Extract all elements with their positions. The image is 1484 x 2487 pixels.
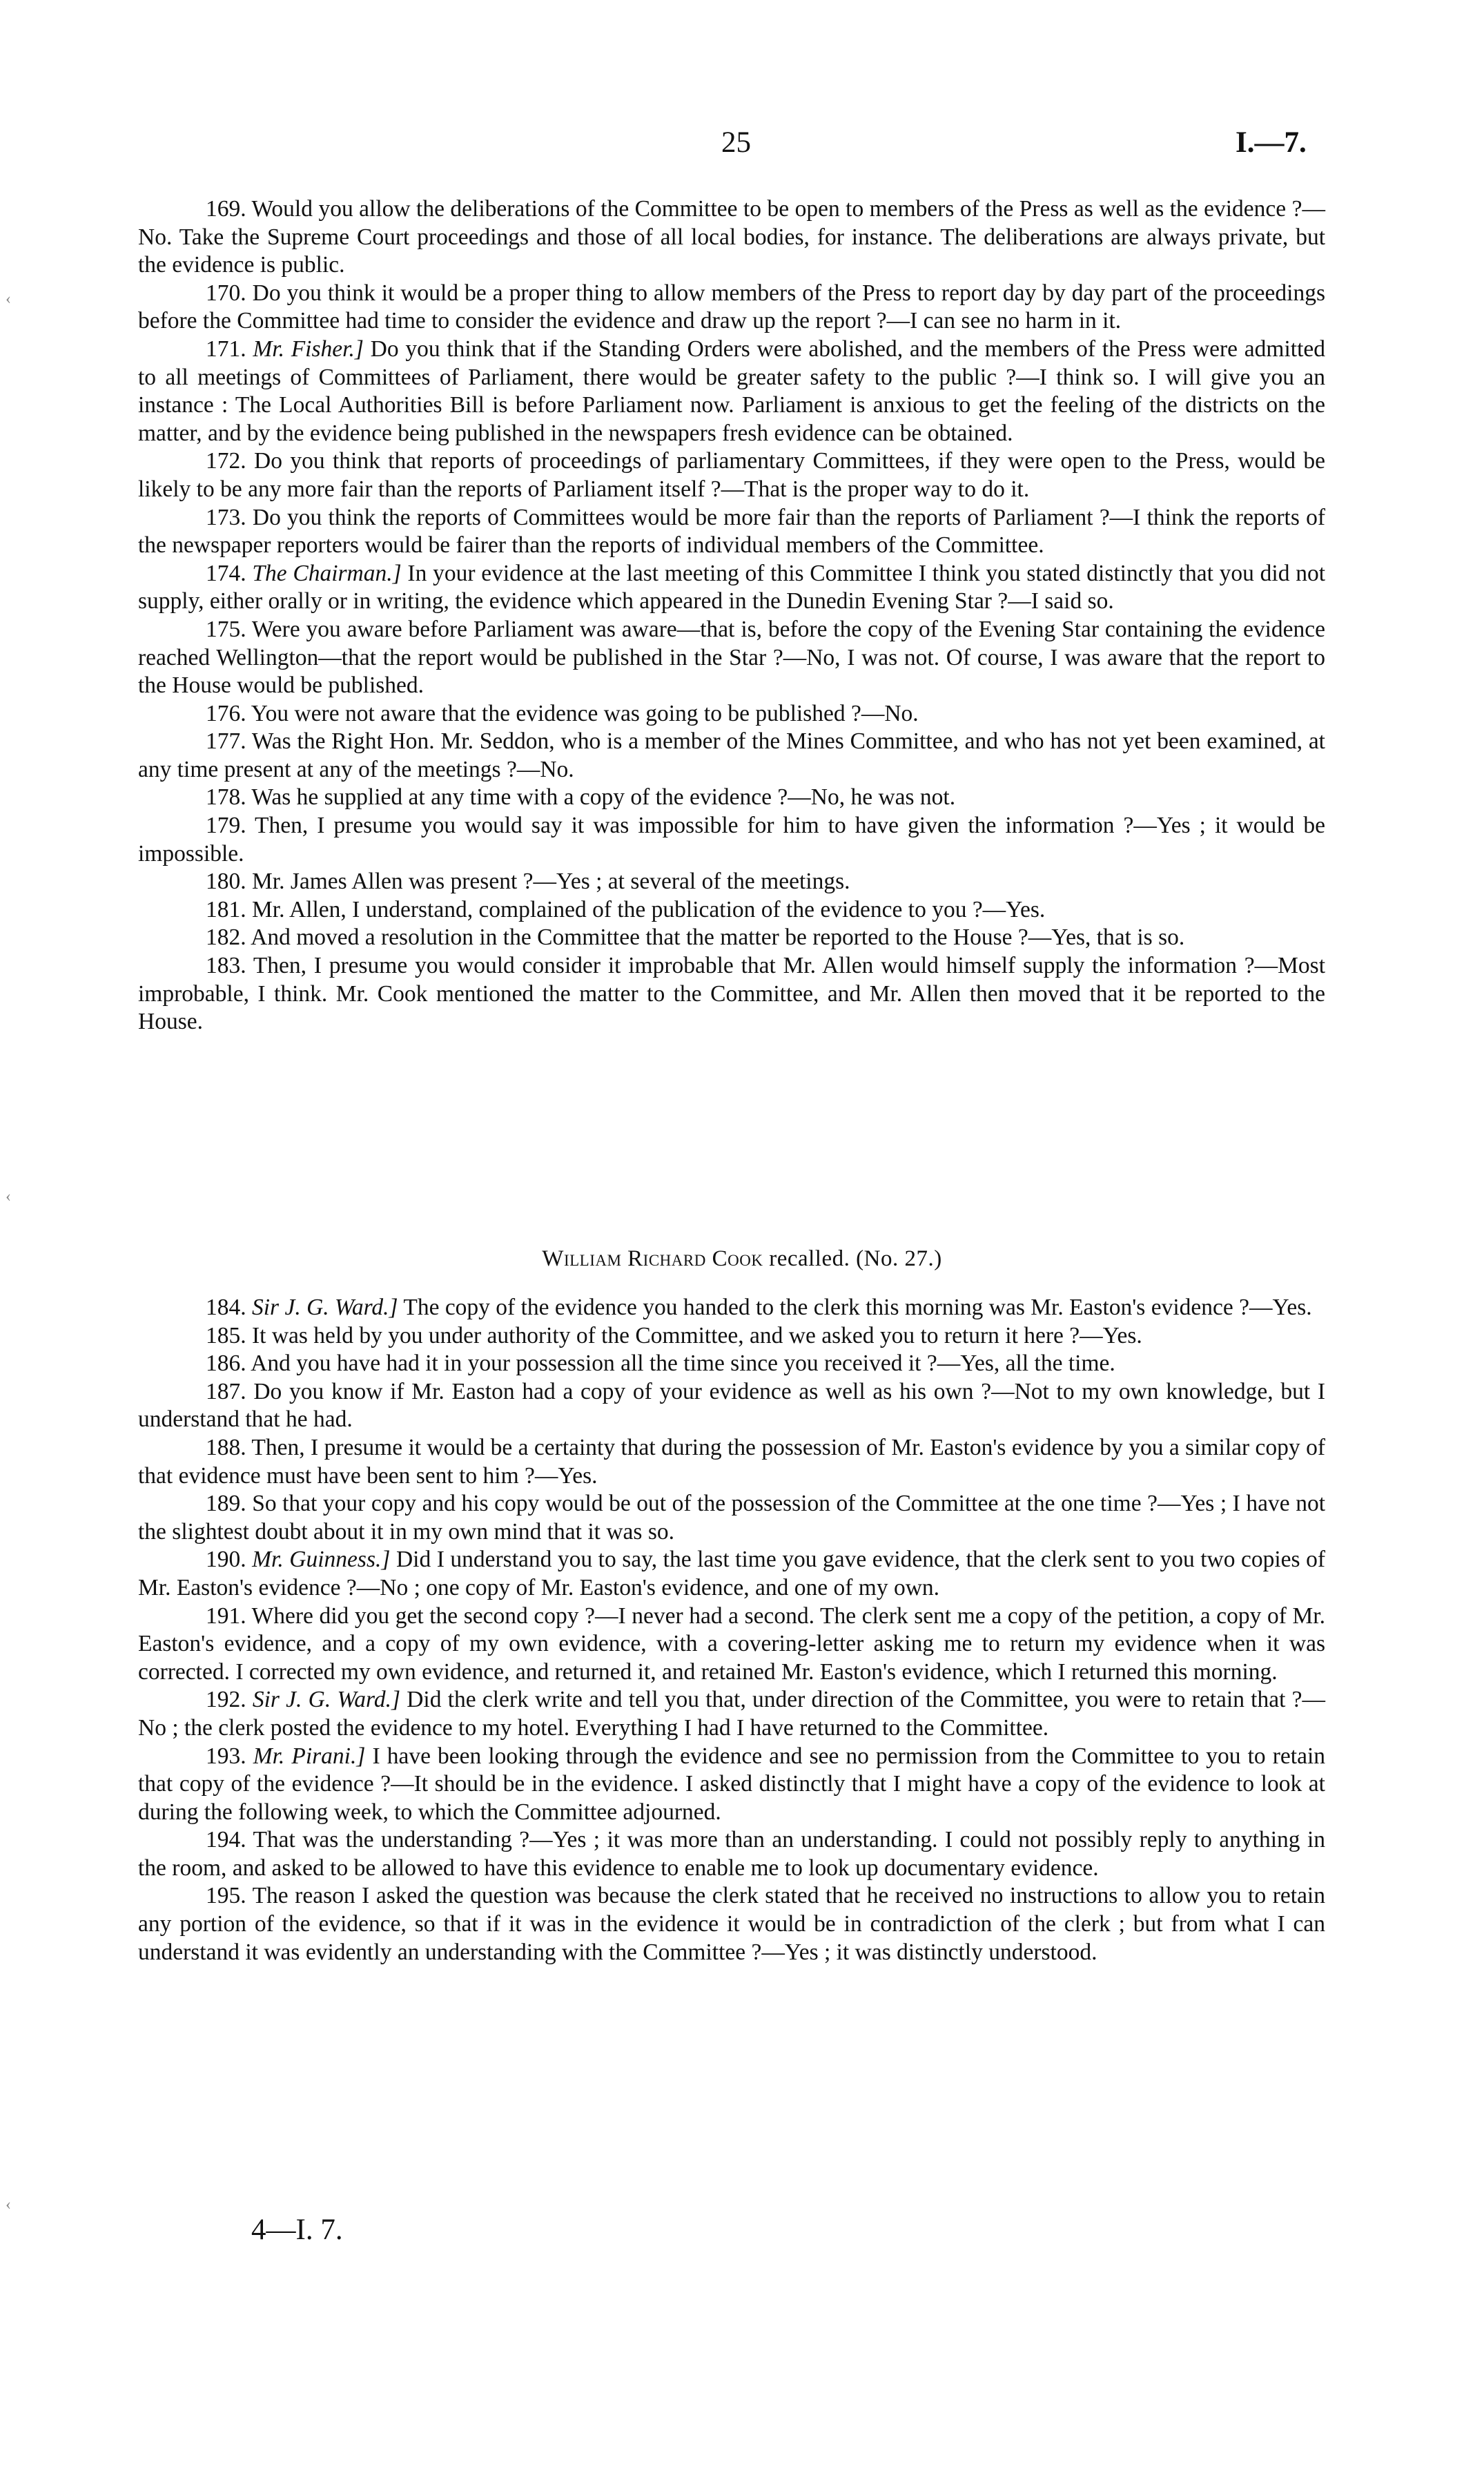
question-text: I have been looking through the evidence and see no permission from the Committee to you to retain that copy of the evidence ?—It should be in the evidence. I asked distinctly that I might have a copy of the evidence to look at during the following week, to which the Committee adjourned.	[138, 1743, 1326, 1825]
question-paragraph	[138, 1546, 1325, 1602]
question-text: That was the understanding ?—Yes ; it was more than an understanding. I could not possibly reply to anything in the room, and asked to be allowed to have this evidence to enable me to look up documentary evidence.	[138, 1827, 1325, 1881]
question-paragraph	[138, 1490, 1325, 1546]
question-paragraph	[138, 1350, 1325, 1378]
question-number: 176.	[206, 700, 246, 726]
question-paragraph	[138, 616, 1325, 700]
question-paragraph	[138, 896, 1325, 925]
question-text: You were not aware that the evidence was going to be published ?—No.	[251, 700, 919, 726]
question-text: The reason I asked the question was because the clerk stated that he received no instructions to allow you to retain any portion of the evidence, so that if it was in the evidence it would be in contradiction of the clerk ; but from what I can understand it was evidently an understanding with the Committee ?—Yes ; it was distinctly understood.	[138, 1883, 1325, 1965]
question-number: 178.	[206, 784, 246, 811]
question-paragraph	[138, 1378, 1325, 1434]
question-text: Was the Right Hon. Mr. Seddon, who is a member of the Mines Committee, and who has not yet been examined, at any time present at any of the meetings ?—No.	[138, 728, 1325, 782]
speaker-name: Mr. Pirani.]	[253, 1743, 366, 1769]
question-number: 174.	[206, 560, 246, 586]
question-text: Mr. Allen, I understand, complained of the publication of the evidence to you ?—Yes.	[252, 896, 1046, 922]
question-paragraph	[138, 1603, 1325, 1687]
question-paragraph	[138, 952, 1325, 1036]
question-number: 171.	[206, 336, 246, 362]
question-paragraph	[138, 1434, 1325, 1490]
question-paragraph	[138, 1686, 1325, 1742]
question-text: Did the clerk write and tell you that, under direction of the Committee, you were to retain that ?—No ; the clerk posted the evidence to my hotel. Everything I had I have returned to the Committee.	[138, 1687, 1326, 1741]
question-paragraph	[138, 336, 1325, 447]
question-paragraph	[138, 1882, 1325, 1966]
question-number: 185.	[206, 1322, 246, 1348]
question-number: 169.	[206, 196, 246, 222]
question-number: 177.	[206, 728, 246, 755]
question-text: And moved a resolution in the Committee that the matter be reported to the House ?—Yes, that is so.	[251, 925, 1185, 951]
question-number: 183.	[206, 953, 246, 979]
question-paragraph	[138, 924, 1325, 952]
question-paragraph	[138, 1322, 1325, 1351]
question-text: Would you allow the deliberations of the Committee to be open to members of the Press as well as the evidence ?—No. Take the Supreme Court proceedings and those of all local bodies, for instance. The deliberations are always private, but the evidence is public.	[138, 196, 1325, 278]
page-number: 25	[721, 126, 751, 159]
question-number: 181.	[206, 896, 246, 922]
question-paragraph	[138, 280, 1325, 336]
question-paragraph	[138, 1294, 1325, 1322]
question-number: 179.	[206, 813, 246, 839]
question-text: Were you aware before Parliament was aware—that is, before the copy of the Evening Star containing the evidence reached Wellington—that the report would be published in the Star ?—No, I was not. Of course, I was aware that the report to the House would be published.	[138, 616, 1325, 699]
question-paragraph	[138, 1743, 1325, 1827]
document-reference: I.—7.	[1236, 126, 1307, 159]
question-number: 190.	[206, 1547, 246, 1573]
question-number: 184.	[206, 1295, 246, 1320]
question-text: In your evidence at the last meeting of this Committee I think you stated distinctly that you did not supply, either orally or in writing, the evidence which appeared in the Dunedin Evening Star ?—I said so.	[138, 560, 1326, 615]
question-text: Do you think the reports of Committees would be more fair than the reports of Parliament ?—I think the reports of the newspaper reporters would be fairer than the reports of individual members of the Committee.	[138, 504, 1326, 559]
speaker-name: The Chairman.]	[252, 560, 402, 586]
question-paragraph	[138, 195, 1325, 280]
margin-speck: ‹	[6, 290, 11, 308]
question-text: Where did you get the second copy ?—I never had a second. The clerk sent me a copy of the petition, a copy of Mr. Easton's evidence, and a copy of my own evidence, with a covering-letter asking me to return my evidence when it was corrected. I corrected my own evidence, and returned it, and retained Mr. Easton's evidence, which I returned this morning.	[138, 1603, 1325, 1685]
question-text: And you have had it in your possession all the time since you received it ?—Yes, all the time.	[251, 1351, 1115, 1377]
question-number: 186.	[206, 1351, 246, 1377]
margin-speck: ‹	[6, 2196, 11, 2214]
question-text: Do you think that reports of proceedings of parliamentary Committees, if they were open to the Press, would be likely to be any more fair than the reports of Parliament itself ?—That is the proper way to do it.	[138, 448, 1325, 502]
witness-name: William Richard Cook	[542, 1246, 763, 1271]
question-paragraph	[138, 784, 1325, 812]
evidence-section-1	[138, 195, 1325, 1036]
question-number: 192.	[206, 1687, 246, 1713]
signature-mark: 4—I. 7.	[251, 2214, 343, 2246]
question-text: The copy of the evidence you handed to the clerk this morning was Mr. Easton's evidence ?—Yes.	[403, 1295, 1312, 1320]
question-number: 182.	[206, 925, 246, 951]
question-number: 195.	[206, 1883, 246, 1909]
question-text: Do you think it would be a proper thing to allow members of the Press to report day by day part of the proceedings before the Committee had time to consider the evidence and draw up the report ?—I can see no harm in it.	[138, 280, 1325, 334]
question-paragraph	[138, 1826, 1325, 1882]
speaker-name: Mr. Fisher.]	[253, 336, 364, 362]
question-number: 170.	[206, 280, 246, 306]
witness-suffix: recalled. (No. 27.)	[769, 1246, 942, 1271]
question-text: Then, I presume it would be a certainty that during the possession of Mr. Easton's evidence by you a similar copy of that evidence must have been sent to him ?—Yes.	[138, 1434, 1325, 1489]
speaker-name: Sir J. G. Ward.]	[252, 1687, 400, 1713]
question-text: Was he supplied at any time with a copy of the evidence ?—No, he was not.	[251, 784, 956, 811]
question-number: 191.	[206, 1603, 246, 1629]
question-number: 180.	[206, 869, 246, 895]
question-text: Mr. James Allen was present ?—Yes ; at several of the meetings.	[252, 869, 850, 895]
page-header	[0, 126, 1484, 167]
witness-heading	[0, 1246, 1484, 1272]
speaker-name: Sir J. G. Ward.]	[252, 1295, 398, 1320]
question-number: 188.	[206, 1434, 246, 1460]
question-paragraph	[138, 447, 1325, 503]
question-text: Then, I presume you would consider it improbable that Mr. Allen would himself supply the information ?—Most improbable, I think. Mr. Cook mentioned the matter to the Committee, and Mr. Allen then moved that it be reported to the House.	[138, 953, 1325, 1035]
question-number: 172.	[206, 448, 246, 474]
question-number: 194.	[206, 1827, 246, 1853]
question-number: 175.	[206, 616, 246, 642]
question-text: So that your copy and his copy would be out of the possession of the Committee at the one time ?—Yes ; I have not the slightest doubt about it in my own mind that it was so.	[138, 1491, 1326, 1545]
question-text: It was held by you under authority of the Committee, and we asked you to return it here ?—Yes.	[252, 1322, 1142, 1348]
question-paragraph	[138, 812, 1325, 868]
question-paragraph	[138, 700, 1325, 728]
question-text: Do you think that if the Standing Orders were abolished, and the members of the Press were admitted to all meetings of Committees of Parliament, there would be greater safety to the public ?—I think so. I will give you an instance : The Local Authorities Bill is before Parliament now. Parliament is anxious to get the feeling of the districts on the matter, and by the evidence being published in the newspapers fresh evidence can be obtained.	[138, 336, 1326, 446]
question-paragraph	[138, 504, 1325, 560]
question-paragraph	[138, 728, 1325, 784]
question-number: 193.	[206, 1743, 246, 1769]
question-paragraph	[138, 868, 1325, 896]
speaker-name: Mr. Guinness.]	[252, 1547, 391, 1573]
question-number: 189.	[206, 1491, 246, 1517]
question-text: Did I understand you to say, the last time you gave evidence, that the clerk sent to you two copies of Mr. Easton's evidence ?—No ; one copy of Mr. Easton's evidence, and one of my own.	[138, 1547, 1326, 1600]
evidence-section-2	[138, 1294, 1325, 1966]
question-text: Do you know if Mr. Easton had a copy of your evidence as well as his own ?—Not to my own knowledge, but I understand that he had.	[138, 1378, 1325, 1433]
question-paragraph	[138, 560, 1325, 616]
margin-speck: ‹	[6, 1188, 11, 1206]
question-number: 173.	[206, 504, 246, 530]
question-number: 187.	[206, 1378, 246, 1404]
question-text: Then, I presume you would say it was impossible for him to have given the information ?—Yes ; it would be impossible.	[138, 813, 1325, 867]
